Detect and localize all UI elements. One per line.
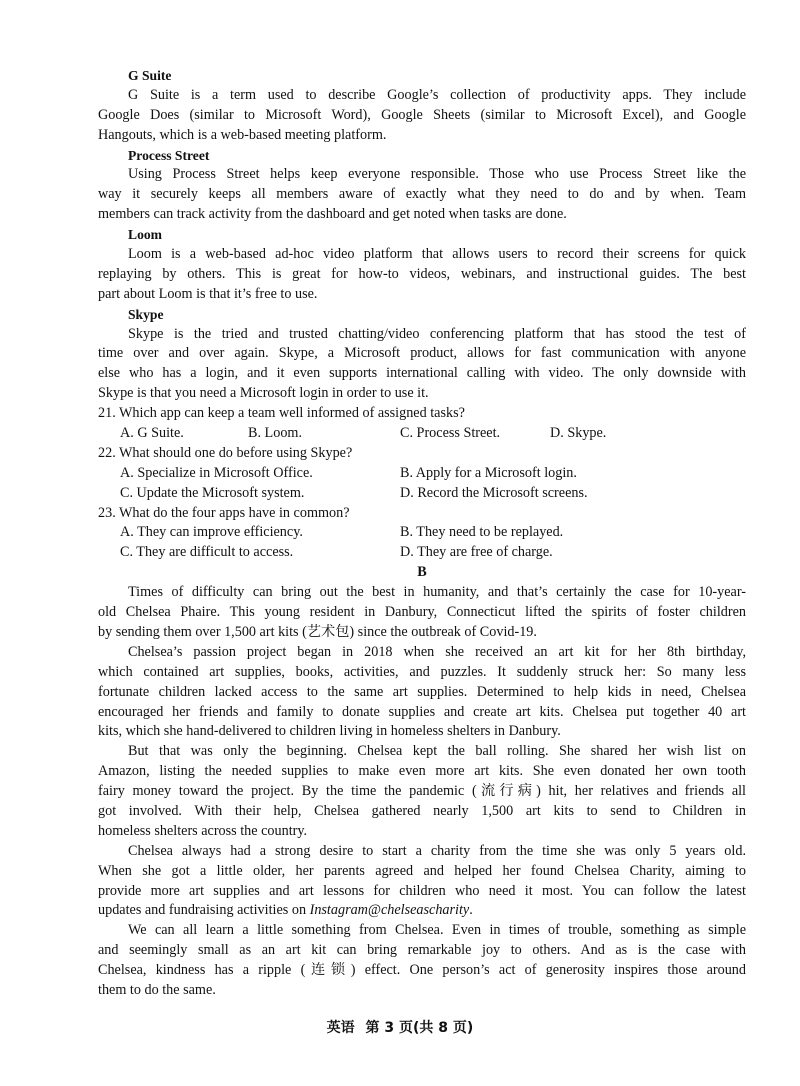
paragraph-line: fortunate children lacked access to the same art supplies. Determined to help kids in need, Chelsea xyxy=(98,683,746,700)
option-c[interactable]: C. Process Street. xyxy=(400,425,501,442)
paragraph-line: We can all learn a little something from Chelsea. Even in times of trouble, something as simple xyxy=(128,922,746,939)
question-22-stem: 22. What should one do before using Skype? xyxy=(98,444,353,461)
page-footer xyxy=(0,1017,800,1037)
paragraph-line: encouraged her friends and family to donate supplies and create art kits. Chelsea put together 40 art xyxy=(98,703,746,720)
paragraph-line: Google Does (similar to Microsoft Word), Google Sheets (similar to Microsoft Excel), and Google xyxy=(98,106,746,123)
question-22-options-row1 xyxy=(98,464,746,484)
option-c[interactable]: C. Update the Microsoft system. xyxy=(120,484,305,501)
option-b[interactable]: B. Apply for a Microsoft login. xyxy=(400,464,577,481)
paragraph-line: homeless shelters across the country. xyxy=(98,822,308,839)
paragraph-line: members can track activity from the dashboard and get noted when tasks are done. xyxy=(98,206,567,223)
paragraph-line: But that was only the beginning. Chelsea kept the ball rolling. She shared her wish list on xyxy=(128,743,746,760)
question-23-options-row1 xyxy=(98,523,746,543)
skype-heading: Skype xyxy=(128,306,164,322)
exam-page xyxy=(98,66,746,1001)
option-d[interactable]: D. Skype. xyxy=(550,425,607,442)
option-a[interactable]: A. Specialize in Microsoft Office. xyxy=(120,464,313,481)
paragraph-line: kits, which she hand-delivered to children living in homeless shelters in Danbury. xyxy=(98,723,561,740)
paragraph-line: Chelsea, kindness has a ripple (连锁) effect. One person’s act of generosity inspires those around xyxy=(98,962,746,979)
paragraph-line: fairy money toward the project. By the time the pandemic (流行病) hit, her relatives and friends all xyxy=(98,783,746,800)
process-street-heading: Process Street xyxy=(128,147,210,163)
paragraph-line xyxy=(98,901,746,921)
instagram-handle: Instagram@chelseascharity xyxy=(309,902,470,919)
option-a[interactable]: A. They can improve efficiency. xyxy=(120,524,303,541)
text-span: . xyxy=(469,902,473,919)
paragraph-line: them to do the same. xyxy=(98,981,216,998)
paragraph-line: replaying by others. This is great for how-to videos, webinars, and instructional guides. The best xyxy=(98,265,746,282)
paragraph-line: provide more art supplies and art lessons for children who need it most. You can follow the latest xyxy=(98,882,746,899)
question-21-stem: 21. Which app can keep a team well informed of assigned tasks? xyxy=(98,405,465,422)
question-23-stem: 23. What do the four apps have in common? xyxy=(98,504,350,521)
paragraph-line: Amazon, listing the needed supplies to make even more art kits. She even donated her own tooth xyxy=(98,763,746,780)
paragraph-line: which contained art supplies, books, activities, and puzzles. It suddenly struck her: So many less xyxy=(98,663,746,680)
option-d[interactable]: D. They are free of charge. xyxy=(400,544,553,561)
question-23-options-row2 xyxy=(98,543,746,563)
paragraph-line: When she got a little older, her parents agreed and helped her found Chelsea Charity, aiming to xyxy=(98,862,746,879)
option-c[interactable]: C. They are difficult to access. xyxy=(120,544,294,561)
question-22-options-row2 xyxy=(98,484,746,504)
gsuite-heading: G Suite xyxy=(128,68,172,83)
option-d[interactable]: D. Record the Microsoft screens. xyxy=(400,484,588,501)
paragraph-line: Skype is that you need a Microsoft login in order to use it. xyxy=(98,385,429,402)
paragraph-line: Chelsea’s passion project began in 2018 when she received an art kit for her 8th birthday, xyxy=(128,643,746,660)
paragraph-line: Using Process Street helps keep everyone responsible. Those who use Process Street like the xyxy=(128,166,746,183)
paragraph-line: way it securely keeps all members aware of exactly what they need to do and by when. Team xyxy=(98,186,746,203)
paragraph-line: Loom is a web-based ad-hoc video platform that allows users to record their screens for quick xyxy=(128,246,746,263)
footer-page-number: 第 3 页(共 8 页) xyxy=(365,1020,474,1036)
paragraph-line: Times of difficulty can bring out the best in humanity, and that’s certainly the case for 10-year- xyxy=(128,584,746,601)
footer-subject: 英语 xyxy=(326,1020,355,1036)
paragraph-line: else who has a login, and it even supports international calling with video. The only downside with xyxy=(98,365,746,382)
paragraph-line: Hangouts, which is a web-based meeting platform. xyxy=(98,126,387,143)
option-a[interactable]: A. G Suite. xyxy=(120,425,184,442)
paragraph-line: old Chelsea Phaire. This young resident in Danbury, Connecticut lifted the spirits of foster children xyxy=(98,604,746,621)
paragraph-line: and seemingly small as an art kit can bring remarkable joy to others. And as is the case with xyxy=(98,942,746,959)
paragraph-line: part about Loom is that it’s free to use. xyxy=(98,285,318,302)
option-b[interactable]: B. They need to be replayed. xyxy=(400,524,564,541)
paragraph-line: got involved. With their help, Chelsea gathered nearly 1,500 art kits to send to Children in xyxy=(98,802,746,819)
paragraph-line: Skype is the tried and trusted chatting/video conferencing platform that has stood the test of xyxy=(128,325,746,342)
paragraph-line: time over and over again. Skype, a Microsoft product, allows for fast communication with anyone xyxy=(98,345,746,362)
question-21-options xyxy=(98,424,746,444)
paragraph-line: Chelsea always had a strong desire to start a charity from the time she was only 5 years old. xyxy=(128,842,746,859)
loom-heading: Loom xyxy=(128,227,162,243)
paragraph-line: G Suite is a term used to describe Google’s collection of productivity apps. They include xyxy=(128,86,746,103)
option-b[interactable]: B. Loom. xyxy=(248,425,302,442)
text-span: updates and fundraising activities on xyxy=(98,902,310,919)
paragraph-line: by sending them over 1,500 art kits (艺术包) since the outbreak of Covid-19. xyxy=(98,623,537,640)
section-b-label: B xyxy=(417,564,427,581)
